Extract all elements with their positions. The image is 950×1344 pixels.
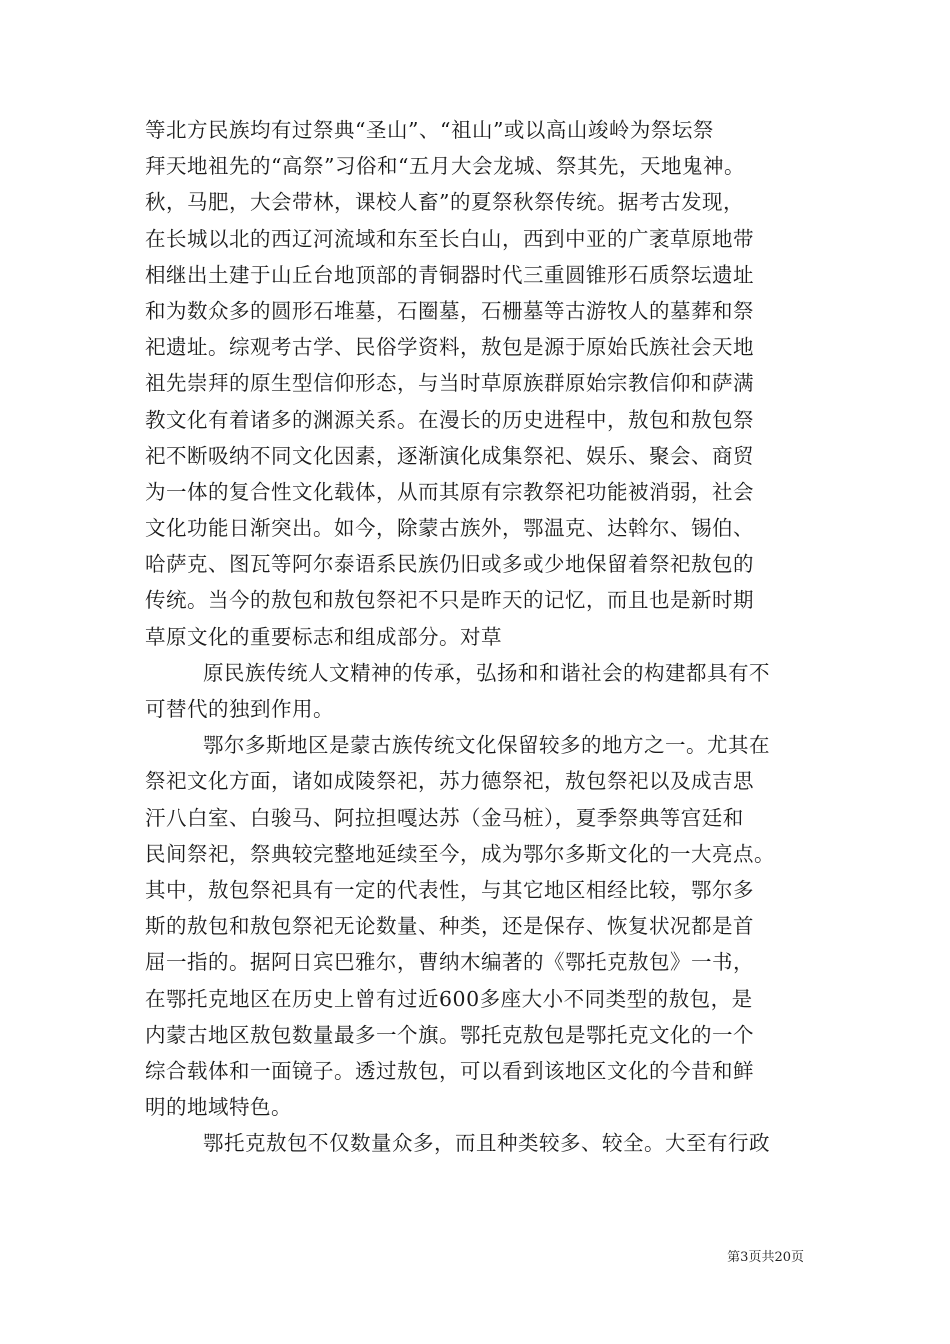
text-line: 汗八白室、白骏马、阿拉担嘎达苏（金马桩），夏季祭典等宫廷和 xyxy=(145,805,744,830)
text-line: 为一体的复合性文化载体，从而其原有宗教祭祀功能被消弱，社会 xyxy=(145,479,754,504)
text-line: 鄂尔多斯地区是蒙古族传统文化保留较多的地方之一。尤其在 xyxy=(203,733,770,758)
text-line: 鄂托克敖包不仅数量众多，而且种类较多、较全。大至有行政 xyxy=(203,1131,770,1156)
text-line: 哈萨克、图瓦等阿尔泰语系民族仍旧或多或少地保留着祭祀敖包的 xyxy=(145,552,754,577)
text-line: 文化功能日渐突出。如今，除蒙古族外，鄂温克、达斡尔、锡伯、 xyxy=(145,516,754,541)
text-line: 屈一指的。据阿日宾巴雅尔，曹纳木编著的《鄂托克敖包》一书， xyxy=(145,950,754,975)
text-line: 原民族传统人文精神的传承，弘扬和和谐社会的构建都具有不 xyxy=(203,660,770,685)
text-line: 祀遗址。综观考古学、民俗学资料，敖包是源于原始氏族社会天地 xyxy=(145,335,754,360)
text-line: 内蒙古地区敖包数量最多一个旗。鄂托克敖包是鄂托克文化的一个 xyxy=(145,1022,754,1047)
text-line: 祖先崇拜的原生型信仰形态，与当时草原族群原始宗教信仰和萨满 xyxy=(145,371,754,396)
text-line: 在鄂托克地区在历史上曾有过近600多座大小不同类型的敖包，是 xyxy=(145,986,753,1011)
text-line: 相继出土建于山丘台地顶部的青铜器时代三重圆锥形石质祭坛遗址 xyxy=(145,262,754,287)
text-line: 民间祭祀，祭典较完整地延续至今，成为鄂尔多斯文化的一大亮点。 xyxy=(145,841,775,866)
text-line: 教文化有着诸多的渊源关系。在漫长的历史进程中，敖包和敖包祭 xyxy=(145,407,754,432)
text-line: 祭祀文化方面，诸如成陵祭祀，苏力德祭祀，敖包祭祀以及成吉思 xyxy=(145,769,754,794)
text-line: 斯的敖包和敖包祭祀无论数量、种类，还是保存、恢复状况都是首 xyxy=(145,914,754,939)
text-line: 传统。当今的敖包和敖包祭祀不只是昨天的记忆，而且也是新时期 xyxy=(145,588,754,613)
text-line: 草原文化的重要标志和组成部分。对草 xyxy=(145,624,502,649)
text-line: 在长城以北的西辽河流域和东至长白山，西到中亚的广袤草原地带 xyxy=(145,226,754,251)
text-line: 可替代的独到作用。 xyxy=(145,697,334,721)
text-line: 拜天地祖先的“高祭”习俗和“五月大会龙城、祭其先，天地鬼神。 xyxy=(145,154,745,179)
text-line: 祀不断吸纳不同文化因素，逐渐演化成集祭祀、娱乐、聚会、商贸 xyxy=(145,443,754,468)
text-line: 综合载体和一面镜子。透过敖包，可以看到该地区文化的今昔和鲜 xyxy=(145,1058,754,1083)
text-line: 和为数众多的圆形石堆墓，石圈墓，石栅墓等古游牧人的墓葬和祭 xyxy=(145,298,754,323)
text-line: 等北方民族均有过祭典“圣山”、“祖山”或以高山竣岭为祭坛祭 xyxy=(145,118,714,142)
document-body xyxy=(145,112,825,1161)
text-line: 其中，敖包祭祀具有一定的代表性，与其它地区相经比较，鄂尔多 xyxy=(145,877,754,902)
page-number-footer: 第3页共20页 xyxy=(727,1250,804,1265)
text-line: 秋，马肥，大会带林，课校人畜”的夏祭秋祭传统。据考古发现， xyxy=(145,190,744,215)
text-line: 明的地域特色。 xyxy=(145,1095,292,1120)
